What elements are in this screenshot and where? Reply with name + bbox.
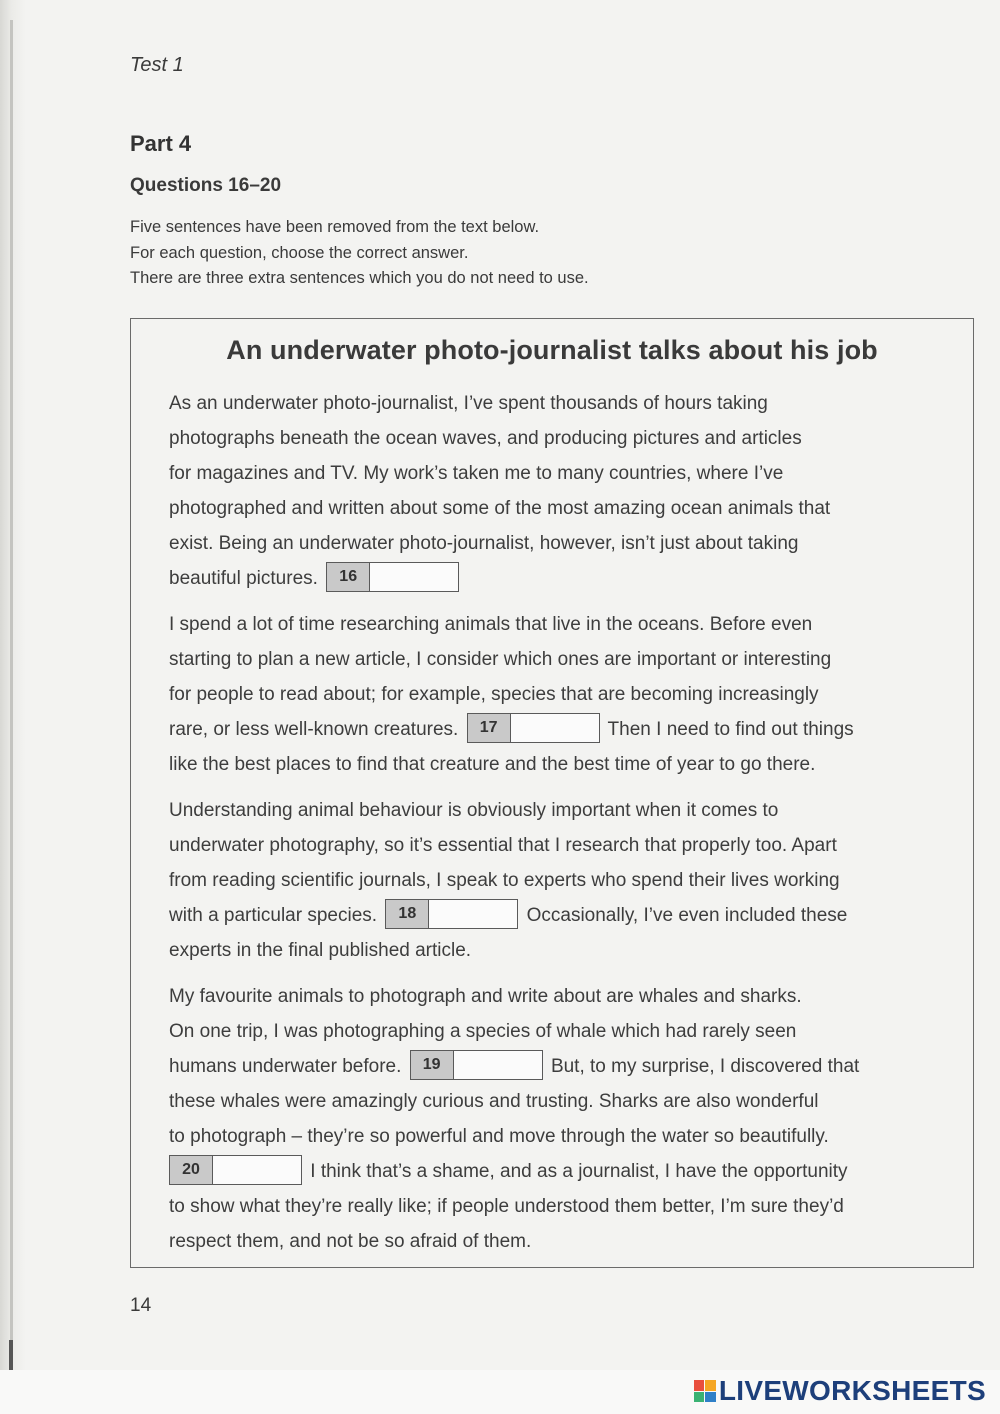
answer-input-19[interactable] [454, 1051, 542, 1079]
text-segment: Occasionally, I’ve even included these [526, 905, 848, 926]
gap-number: 17 [468, 714, 511, 742]
gap-19 [410, 1050, 543, 1080]
liveworksheets-logo[interactable] [694, 1375, 986, 1407]
part-title: Part 4 [130, 131, 192, 156]
text-line [169, 898, 959, 933]
article-title: An underwater photo-journalist talks about his job [226, 335, 878, 365]
binding-line-dark [9, 1340, 13, 1370]
answer-input-20[interactable] [213, 1156, 301, 1184]
logo-square [705, 1380, 716, 1391]
gap-number: 20 [170, 1156, 213, 1184]
instruction-line: For each question, choose the correct answer. [130, 243, 469, 262]
instruction-line: There are three extra sentences which you do not need to use. [130, 269, 589, 287]
text-line: I spend a lot of time researching animals that live in the oceans. Before even [169, 614, 813, 635]
paragraph-2 [169, 607, 959, 782]
answer-input-16[interactable] [370, 563, 458, 591]
text-line: photographs beneath the ocean waves, and producing pictures and articles [169, 428, 802, 449]
answer-input-17[interactable] [511, 714, 599, 742]
text-line: for people to read about; for example, species that are becoming increasingly [169, 684, 819, 705]
text-segment: beautiful pictures. [169, 568, 318, 589]
text-line: photographed and written about some of the most amazing ocean animals that [169, 498, 831, 519]
instructions [130, 215, 589, 292]
text-line: like the best places to find that creature and the best time of year to go there. [169, 754, 816, 775]
text-segment: humans underwater before. [169, 1056, 402, 1077]
paragraph-4 [169, 979, 959, 1259]
instruction-line: Five sentences have been removed from the text below. [130, 218, 540, 236]
text-line: experts in the final published article. [169, 940, 472, 961]
text-line: to photograph – they’re so powerful and move through the water so beautifully. [169, 1126, 829, 1147]
paragraph-1 [169, 386, 959, 596]
text-line: exist. Being an underwater photo-journalist, however, isn’t just about taking [169, 533, 799, 554]
paragraph-3 [169, 793, 959, 968]
text-line: these whales were amazingly curious and trusting. Sharks are also wonderful [169, 1091, 819, 1112]
answer-input-18[interactable] [429, 900, 517, 928]
gap-number: 16 [327, 563, 370, 591]
text-line: My favourite animals to photograph and write about are whales and sharks. [169, 986, 802, 1007]
text-segment: I think that’s a shame, and as a journalist, I have the opportunity [310, 1161, 848, 1182]
gap-number: 18 [386, 900, 429, 928]
text-line: to show what they’re really like; if people understood them better, I’m sure they’d [169, 1196, 844, 1217]
gap-16 [326, 562, 459, 592]
text-line: for magazines and TV. My work’s taken me to many countries, where I’ve [169, 463, 784, 484]
gap-number: 19 [411, 1051, 454, 1079]
logo-square [705, 1392, 716, 1403]
questions-title: Questions 16–20 [130, 175, 282, 196]
text-segment: But, to my surprise, I discovered that [550, 1056, 860, 1077]
text-line [169, 1154, 959, 1189]
page-number: 14 [130, 1295, 152, 1316]
logo-square [694, 1380, 705, 1391]
text-line: underwater photography, so it’s essential that I research that properly too. Apart [169, 835, 837, 856]
gap-18 [385, 899, 518, 929]
text-segment: with a particular species. [169, 905, 378, 926]
text-line [169, 712, 959, 747]
text-line: As an underwater photo-journalist, I’ve spent thousands of hours taking [169, 393, 768, 414]
running-head: Test 1 [130, 54, 184, 76]
binding-line [10, 20, 13, 1360]
logo-square [694, 1392, 705, 1403]
text-line: On one trip, I was photographing a species of whale which had rarely seen [169, 1021, 797, 1042]
gap-20 [169, 1155, 302, 1185]
text-segment: rare, or less well-known creatures. [169, 719, 459, 740]
text-segment: Then I need to find out things [607, 719, 854, 740]
liveworksheets-grid-icon [694, 1380, 716, 1402]
text-line: Understanding animal behaviour is obviously important when it comes to [169, 800, 779, 821]
text-line [169, 561, 959, 596]
liveworksheets-text: LIVEWORKSHEETS [718, 1375, 986, 1406]
article-box [130, 318, 974, 1268]
gap-17 [467, 713, 600, 743]
text-line [169, 1049, 959, 1084]
text-line: starting to plan a new article, I consider which ones are important or interesting [169, 649, 832, 670]
binding-edge [0, 0, 26, 1414]
text-line: from reading scientific journals, I speak to experts who spend their lives working [169, 870, 840, 891]
text-line: respect them, and not be so afraid of them. [169, 1231, 532, 1252]
